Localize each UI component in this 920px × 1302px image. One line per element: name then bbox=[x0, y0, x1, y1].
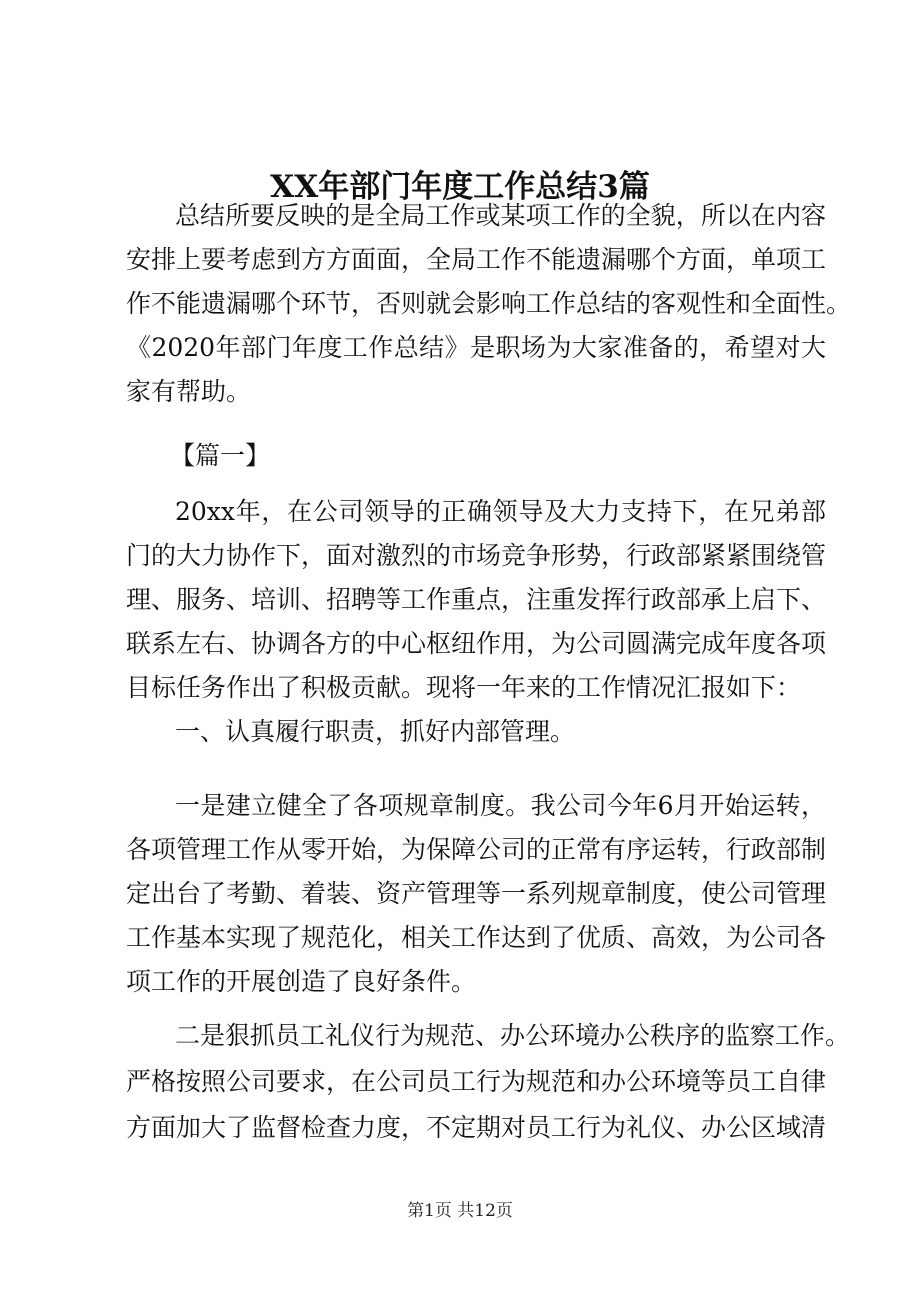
paragraph-line: 20xx年，在公司领导的正确领导及大力支持下，在兄弟部 bbox=[175, 497, 826, 526]
paragraph-line: 一、认真履行职责，抓好内部管理。 bbox=[175, 717, 576, 746]
paragraph-line: 门的大力协作下，面对激烈的市场竞争形势，行政部紧紧围绕管 bbox=[126, 541, 827, 570]
paragraph-line: 工作基本实现了规范化，相关工作达到了优质、高效，为公司各 bbox=[126, 923, 827, 952]
document-title: XX年部门年度工作总结3篇 bbox=[270, 169, 650, 205]
paragraph-line: 方面加大了监督检查力度，不定期对员工行为礼仪、办公区域清 bbox=[126, 1113, 827, 1142]
paragraph-line: 严格按照公司要求，在公司员工行为规范和办公环境等员工自律 bbox=[126, 1067, 827, 1096]
paragraph-line: 作不能遗漏哪个环节，否则就会影响工作总结的客观性和全面性。 bbox=[126, 289, 852, 318]
paragraph-line: 目标任务作出了积极贡献。现将一年来的工作情况汇报如下： bbox=[126, 673, 802, 702]
paragraph-line: 安排上要考虑到方方面面，全局工作不能遗漏哪个方面，单项工 bbox=[126, 245, 827, 274]
paragraph-line: 一是建立健全了各项规章制度。我公司今年6月开始运转， bbox=[175, 791, 826, 820]
page-number: 第1页 共12页 bbox=[407, 1201, 513, 1221]
paragraph-line: 定出台了考勤、着装、资产管理等一系列规章制度，使公司管理 bbox=[126, 879, 827, 908]
paragraph-line: 二是狠抓员工礼仪行为规范、办公环境办公秩序的监察工作。 bbox=[175, 1021, 851, 1050]
paragraph-line: 理、服务、培训、招聘等工作重点，注重发挥行政部承上启下、 bbox=[126, 585, 827, 614]
paragraph-line: 各项管理工作从零开始，为保障公司的正常有序运转，行政部制 bbox=[126, 835, 827, 864]
paragraph-line: 总结所要反映的是全局工作或某项工作的全貌，所以在内容 bbox=[175, 201, 826, 230]
paragraph-line: 《2020年部门年度工作总结》是职场为大家准备的，希望对大 bbox=[126, 333, 826, 362]
section-heading: 【篇一】 bbox=[170, 441, 271, 470]
paragraph-line: 联系左右、协调各方的中心枢纽作用，为公司圆满完成年度各项 bbox=[126, 629, 827, 658]
paragraph-line: 项工作的开展创造了良好条件。 bbox=[126, 967, 477, 996]
paragraph-line: 家有帮助。 bbox=[126, 377, 252, 406]
